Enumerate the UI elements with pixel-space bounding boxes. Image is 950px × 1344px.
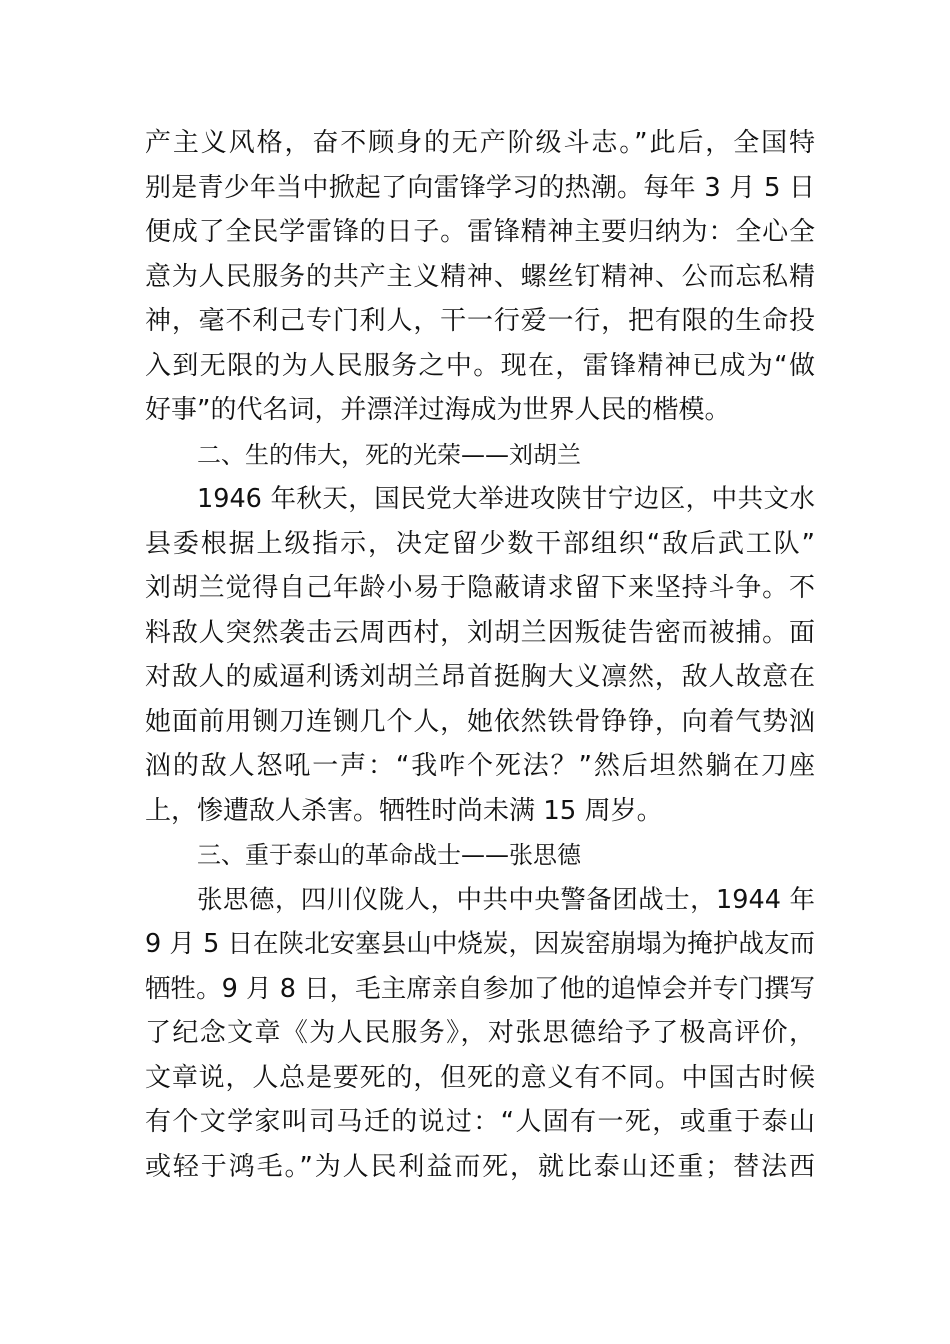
paragraph-line: 别是青少年当中掀起了向雷锋学习的热潮。每年 3 月 5 日 <box>145 173 815 203</box>
paragraph-line: 县委根据上级指示，决定留少数干部组织“敌后武工队” <box>145 529 815 559</box>
paragraph-line: 刘胡兰觉得自己年龄小易于隐蔽请求留下来坚持斗争。不 <box>145 573 815 603</box>
section-heading: 二、生的伟大，死的光荣——刘胡兰 <box>197 441 581 469</box>
paragraph-line: 了纪念文章《为人民服务》，对张思德给予了极高评价， <box>145 1018 815 1048</box>
paragraph-line: 有个文学家叫司马迁的说过：“人固有一死，或重于泰山 <box>145 1107 815 1137</box>
paragraph-line: 神，毫不利己专门利人，干一行爱一行，把有限的生命投 <box>145 306 815 336</box>
paragraph-line: 上，惨遭敌人杀害。牺牲时尚未满 15 周岁。 <box>145 796 663 826</box>
paragraph-line: 或轻于鸿毛。”为人民利益而死，就比泰山还重；替法西 <box>145 1152 815 1182</box>
paragraph-line: 1946 年秋天，国民党大举进攻陕甘宁边区，中共文水 <box>197 484 815 514</box>
paragraph-line: 文章说，人总是要死的，但死的意义有不同。中国古时候 <box>145 1063 815 1093</box>
paragraph-line: 牺牲。9 月 8 日，毛主席亲自参加了他的追悼会并专门撰写 <box>145 974 815 1004</box>
paragraph-line: 料敌人突然袭击云周西村，刘胡兰因叛徒告密而被捕。面 <box>145 618 815 648</box>
paragraph-line: 产主义风格，奋不顾身的无产阶级斗志。”此后，全国特 <box>145 128 815 158</box>
paragraph-line: 好事”的代名词，并漂洋过海成为世界人民的楷模。 <box>145 395 731 425</box>
paragraph-line: 便成了全民学雷锋的日子。雷锋精神主要归纳为：全心全 <box>145 217 815 247</box>
paragraph-line: 入到无限的为人民服务之中。现在，雷锋精神已成为“做 <box>145 351 815 381</box>
paragraph-line: 对敌人的威逼利诱刘胡兰昂首挺胸大义凛然，敌人故意在 <box>145 662 815 692</box>
paragraph-line: 9 月 5 日在陕北安塞县山中烧炭，因炭窑崩塌为掩护战友而 <box>145 929 815 959</box>
section-heading: 三、重于泰山的革命战士——张思德 <box>197 841 581 869</box>
paragraph-line: 张思德，四川仪陇人，中共中央警备团战士，1944 年 <box>197 885 815 915</box>
paragraph-line: 汹的敌人怒吼一声：“我咋个死法？”然后坦然躺在刀座 <box>145 751 815 781</box>
paragraph-line: 意为人民服务的共产主义精神、螺丝钉精神、公而忘私精 <box>145 262 815 292</box>
paragraph-line: 她面前用铡刀连铡几个人，她依然铁骨铮铮，向着气势汹 <box>145 707 815 737</box>
